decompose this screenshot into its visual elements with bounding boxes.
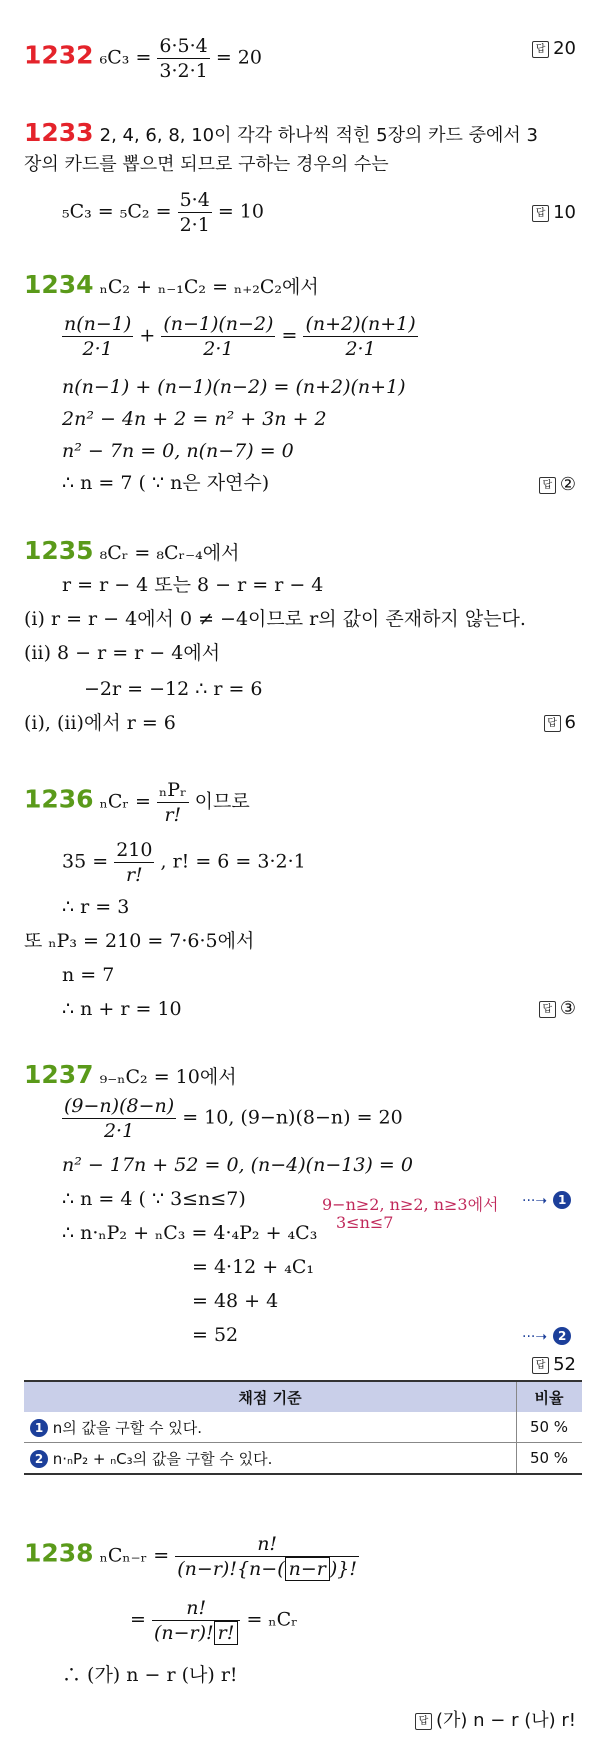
answer-icon: 답 [532,205,549,222]
step-marker-1: 1 [553,1191,571,1209]
problem-number: 1237 [24,1060,94,1089]
step-marker-1: 1 [30,1419,48,1437]
step-marker-2: 2 [30,1450,48,1468]
solution-page: 1232 ₆C₃ = $\frac{6\cdot 5\cdot 4}{3\cdot 2\cdot 1}$ = 20 답 20 1233 2, 4, 6, 8, 10이 각각 하나씩 적힌 5장의 카드 중에서 3 장의 카드를 뽑으면 되므로 구하는 경우의 수는 ₅C₃ = ₅C₂ = $\frac{5\cdot 4}{2\cdot 1}$ = 10 답 10 1234 ₙC₂ + ₙ₋₁C₂ = ₙ₊₂C₂에서 $\frac{n(n-1)}{2\cdot 1}$ + $\frac{(n-1)(n-2)}{2\cdot 1}$ = $\frac{(n+2)(n+1)}{2\cdot 1}$ n(n−1) + (n−1)(n−2) = (n+2)(n+1) 2n² − 4n + 2 = n² + 3n + 2 n² − 7n = 0, n(n−7) = 0 ∴ n = 7 ( ∵ n은 자연수) 답 ② 1235 ₈Cᵣ = ₈Cᵣ₋₄에서 r = r − 4 또는 8 − r = r − 4 (ⅰ) r = r − 4에서 0 ≠ −4이므로 r의 값이 존재하지 않는다. (ⅱ) 8 − r = r − 4에서 −2r = −12 ∴ r = 6 (ⅰ), (ⅱ)에서 r = 6 답 6 1236 ₙCᵣ = $\frac{\text{ₙPᵣ}}{r!}$ 이므로 35 = $\frac{210}{r!}$ , r! = 6 = 3·2·1 ∴ r = 3 또 ₙP₃ = 210 = 7·6·5에서 n = 7 ∴ n + r = 10 답 ③ 1237 ₉₋ₙC₂ = 10에서 $\frac{(9-n)(8-n)}{2\cdot 1}$ = 10, (9−n)(8−n) = 20 n² − 17n + 52 = 0, (n−4)(n−13) = 0 ∴ n = 4 ( ∵ 3≤n≤7) 9−n≥2, n≥2, n≥3에서 3≤n≤7 ···➝ 1 ∴ n·ₙP₂ + ₙC₃ = 4·₄P₂ + ₄C₃ = 4·12 + ₄C₁ = 48 + 4 = 52 ···➝ 2 답 52 채점 기준 비율 1 n의 값을 구할 수 있다. 50 % 2 n·ₙP₂ + ₙC₃의 값을 구할 수 있다. 50 % 1238 ₙCₙ₋ᵣ = $\frac{n!}{(n-r)!\{n-( n-r )\}!}$ = $\frac{n!}{(n-r)! r!}$ = ₙCᵣ ∴ (가) n − r (나) r! 답 (가) n − r (나) r! [0,0,602,1742]
answer-icon: 답 [544,715,561,732]
step-marker-2: 2 [553,1327,571,1345]
answer: 답 52 [532,1354,576,1375]
answer-icon: 답 [539,477,556,494]
problem-number: 1234 [24,270,94,299]
margin-note: 9−n≥2, n≥2, n≥3에서 3≤n≤7 [322,1195,499,1232]
answer: 답 ③ [539,998,576,1019]
answer: 답 ② [539,474,576,495]
answer: 답 10 [532,202,576,223]
answer: 답 (가) n − r (나) r! [415,1706,576,1732]
answer-icon: 답 [532,41,549,58]
answer: 답 6 [544,712,576,733]
answer: 답 20 [532,38,576,59]
answer-icon: 답 [539,1001,556,1018]
scoring-table: 채점 기준 비율 1 n의 값을 구할 수 있다. 50 % 2 n·ₙP₂ + ₙC₃의 값을 구할 수 있다. 50 % [24,1380,582,1475]
problem-number: 1233 [24,118,94,147]
table-row: 1 n의 값을 구할 수 있다. 50 % [24,1412,582,1443]
blank-box: r! [214,1621,239,1645]
problem-number: 1232 [24,40,94,70]
problem-number: 1238 [24,1538,94,1568]
table-row: 2 n·ₙP₂ + ₙC₃의 값을 구할 수 있다. 50 % [24,1443,582,1475]
answer-icon: 답 [532,1357,549,1374]
blank-box: n−r [285,1557,330,1581]
problem-number: 1235 [24,536,94,565]
problem-number: 1236 [24,784,94,814]
answer-icon: 답 [415,1713,432,1730]
